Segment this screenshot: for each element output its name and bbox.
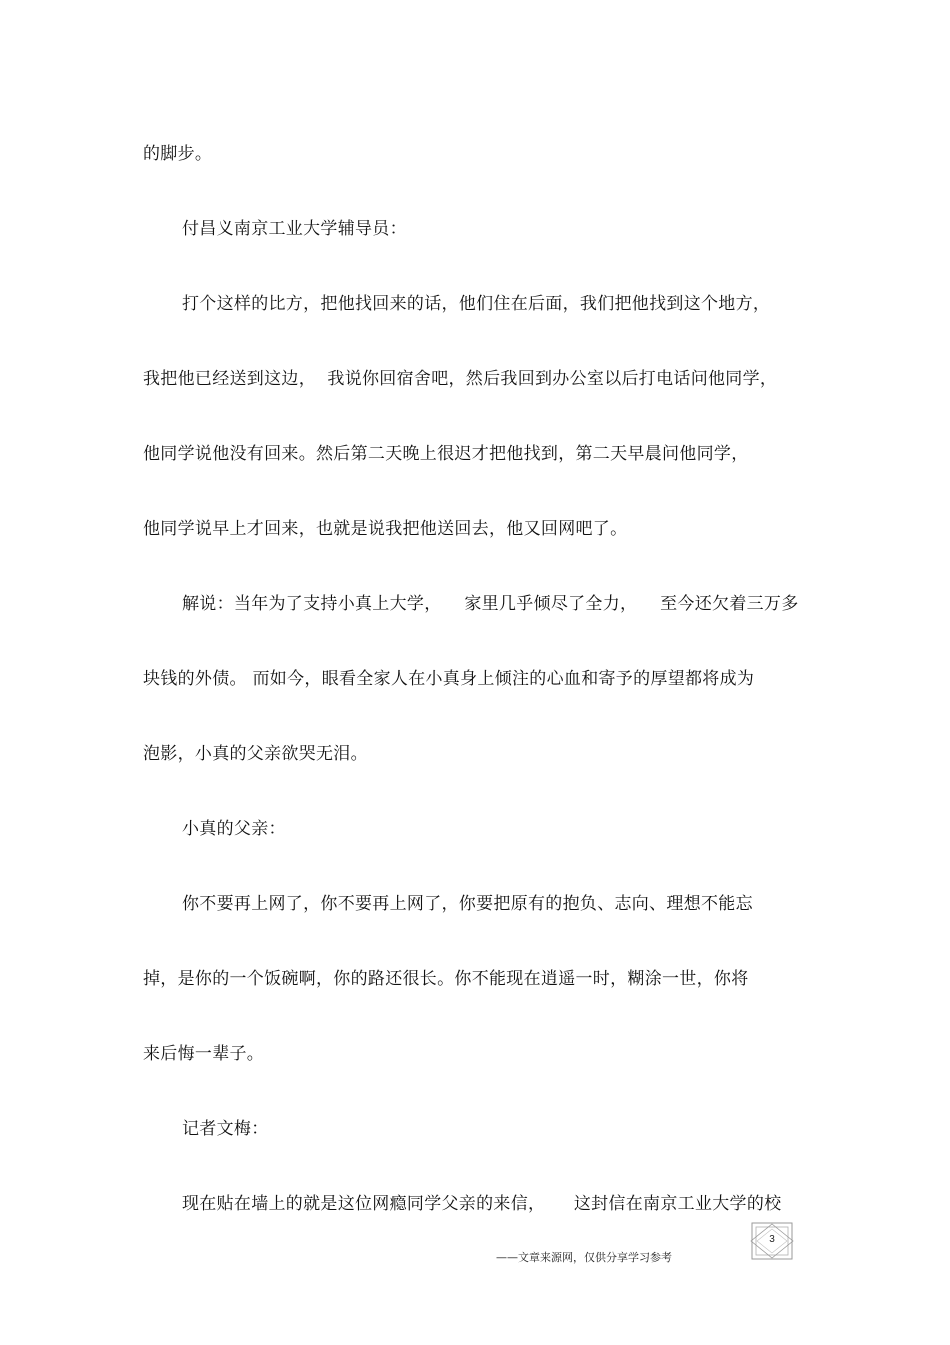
text-line-11: 你不要再上网了，你不要再上网了，你要把原有的抱负、志向、理想不能忘 <box>182 894 753 914</box>
page-number-badge <box>749 1222 795 1260</box>
page-number: 3 <box>769 1234 775 1245</box>
text-line-12: 掉，是你的一个饭碗啊，你的路还很长。你不能现在逍遥一时，糊涂一世，你将 <box>143 969 749 989</box>
text-line-5: 他同学说他没有回来。然后第二天晚上很迟才把他找到，第二天早晨问他同学， <box>143 444 749 464</box>
text-line-2: 付昌义南京工业大学辅导员： <box>182 219 407 239</box>
text-line-15: 现在贴在墙上的就是这位网瘾同学父亲的来信， 这封信在南京工业大学的校 <box>182 1194 782 1214</box>
text-line-9: 泡影，小真的父亲欲哭无泪。 <box>143 744 368 764</box>
footer-source-note: ——文章来源网，仅供分享学习参考 <box>496 1251 672 1264</box>
text-line-14: 记者文梅： <box>182 1119 269 1139</box>
text-line-10: 小真的父亲： <box>182 819 286 839</box>
text-line-1: 的脚步。 <box>143 144 213 164</box>
text-line-13: 来后悔一辈子。 <box>143 1044 265 1064</box>
text-line-6: 他同学说早上才回来，也就是说我把他送回去，他又回网吧了。 <box>143 519 628 539</box>
text-line-7: 解说：当年为了支持小真上大学， 家里几乎倾尽了全力， 至今还欠着三万多 <box>182 594 799 614</box>
text-line-8: 块钱的外债。 而如今，眼看全家人在小真身上倾注的心血和寄予的厚望都将成为 <box>143 669 755 689</box>
text-line-4: 我把他已经送到这边， 我说你回宿舍吧，然后我回到办公室以后打电话问他同学， <box>143 369 778 389</box>
text-line-3: 打个这样的比方，把他找回来的话，他们住在后面，我们把他找到这个地方， <box>182 294 771 314</box>
